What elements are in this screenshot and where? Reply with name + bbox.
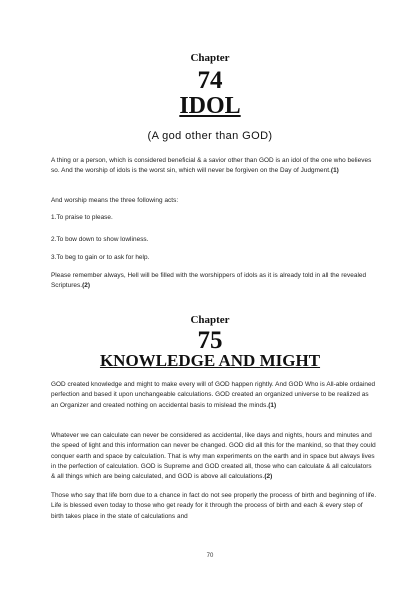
page-number: 70 [206, 553, 214, 559]
ch74-paragraph-1: A thing or a person, which is considered beneficial & a savior other than GOD is an idol of the one who believes so. And the worship of idols is the worst sin, which will never be forgiven on the Day of Judgment.(1) [51, 157, 372, 175]
chapter-74-label: Chapter [190, 52, 230, 64]
chapter-75-number: 75 [197, 327, 223, 354]
ch75-paragraph-2: Whatever we can calculate can never be considered as accidental, like days and nights, hours and minutes and the speed of light and this information can never be changed. GOD did all this for the mankind, so that they could conquer earth and space by calculation. That is why man experiments on the earth and in space but always lives in the perfection of calculation. GOD is Supreme and GOD created all, those who can calculate & all calculators & all things which are being calculated, and GOD is above all calculations.(2) [51, 432, 376, 481]
ch74-list-item-2: 2.To bow down to show lowliness. [51, 236, 149, 243]
ch74-list-item-3: 3.To beg to gain or to ask for help. [51, 254, 150, 261]
chapter-74-number: 74 [197, 67, 223, 94]
ch75-paragraph-1: GOD created knowledge and might to make every will of GOD happen rightly. And GOD Who is All-able ordained perfection and based it upon unchangeable calculations. GOD created an organized universe to be realized as an Organizer and created nothing on accidental basis to mislead the minds.(1) [51, 381, 376, 409]
ch74-paragraph-3: Please remember always, Hell will be filled with the worshippers of idols as it is already told in all the revealed Scriptures.(2) [51, 272, 367, 290]
ch74-list-item-1: 1.To praise to please. [51, 214, 113, 221]
chapter-74-title: IDOL [179, 93, 241, 119]
chapter-74-subtitle: (A god other than GOD) [147, 130, 273, 142]
chapter-75-label: Chapter [190, 314, 230, 326]
chapter-75-title: KNOWLEDGE AND MIGHT [99, 351, 321, 370]
ch75-paragraph-3: Those who say that life born due to a chance in fact do not see properly the process of birth and beginning of life. Life is blessed even today to those who get ready for it through the process of birth and each & every step of birth takes place in the state of calculations and [51, 492, 377, 520]
ch74-paragraph-2: And worship means the three following acts: [51, 197, 179, 204]
